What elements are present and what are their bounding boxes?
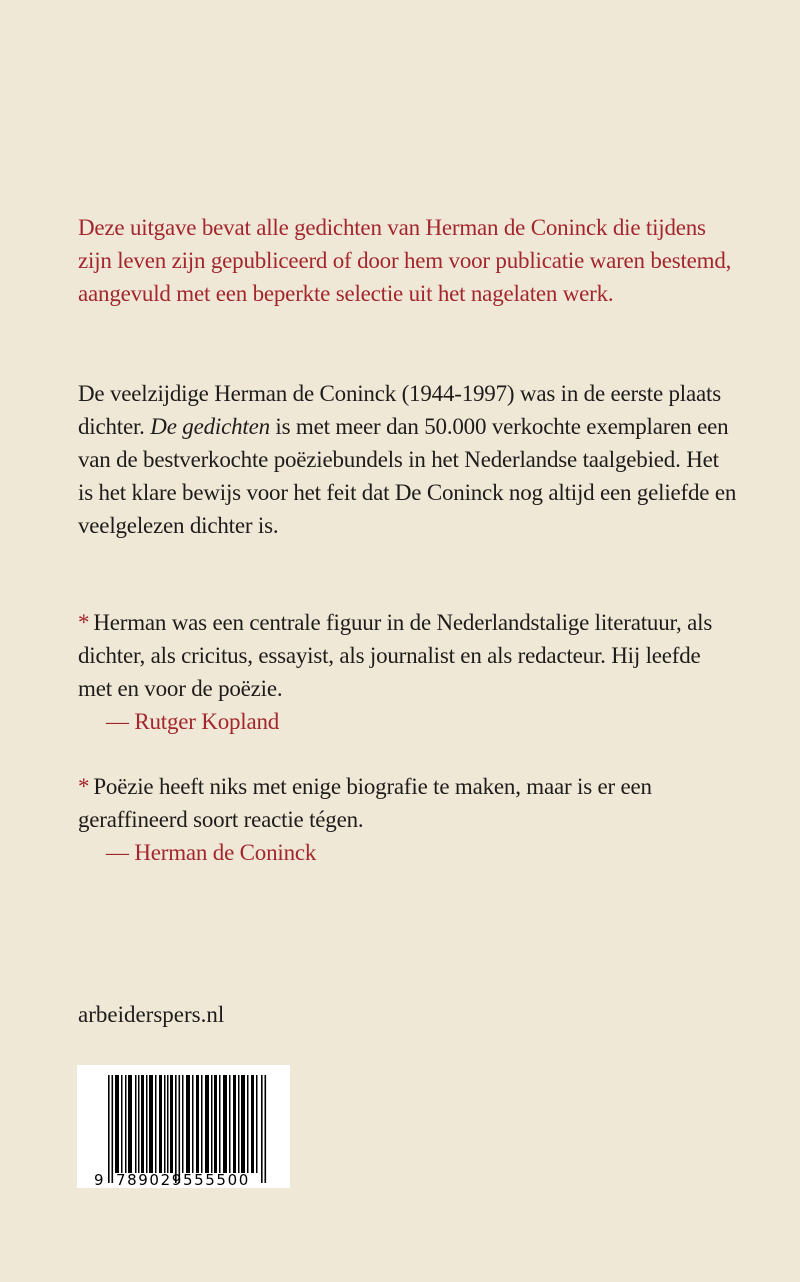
barcode-right-group: 555500	[183, 1171, 250, 1188]
book-title: De gedichten	[150, 414, 270, 439]
publisher-website: arbeiderspers.nl	[78, 1002, 225, 1027]
about-text-part2: is met meer dan 50.000 verkochte exemplaren een van de bestverkochte poëziebundels in het Nederlandse taalgebied. Het is het klare bewijs voor het feit dat De Coninck nog altijd een geliefde en veelgelezen dichter is.	[78, 414, 737, 538]
quote-de-coninck	[78, 770, 738, 869]
quote-text: * Herman was een centrale figuur in de Nederlandstalige literatuur, als dichter, als cricitus, essayist, als journalist en als redacteur. Hij leefde met en voor de poëzie.	[78, 610, 713, 701]
barcode-left-group: 789029	[116, 1171, 183, 1188]
quote-text: * Poëzie heeft niks met enige biografie te maken, maar is er een geraffineerd soort reactie tégen.	[78, 774, 652, 832]
quote-attribution: — Herman de Coninck	[106, 840, 317, 865]
barcode-first-digit: 9	[94, 1171, 104, 1188]
isbn-barcode	[77, 1065, 290, 1188]
quote-attribution: — Rutger Kopland	[106, 709, 280, 734]
barcode-icon	[77, 1065, 290, 1188]
quote-kopland	[78, 606, 738, 738]
about-text-part1: De veelzijdige Herman de Coninck (1944-1997) was in de eerste plaats dichter.	[78, 381, 721, 439]
asterisk-icon: *	[78, 774, 90, 799]
about-paragraph	[78, 377, 738, 542]
asterisk-icon: *	[78, 610, 90, 635]
intro-paragraph: Deze uitgave bevat alle gedichten van Herman de Coninck die tijdens zijn leven zijn gepubliceerd of door hem voor publicatie waren bestemd, aangevuld met een beperkte selectie uit het nagelaten werk.	[78, 215, 732, 306]
